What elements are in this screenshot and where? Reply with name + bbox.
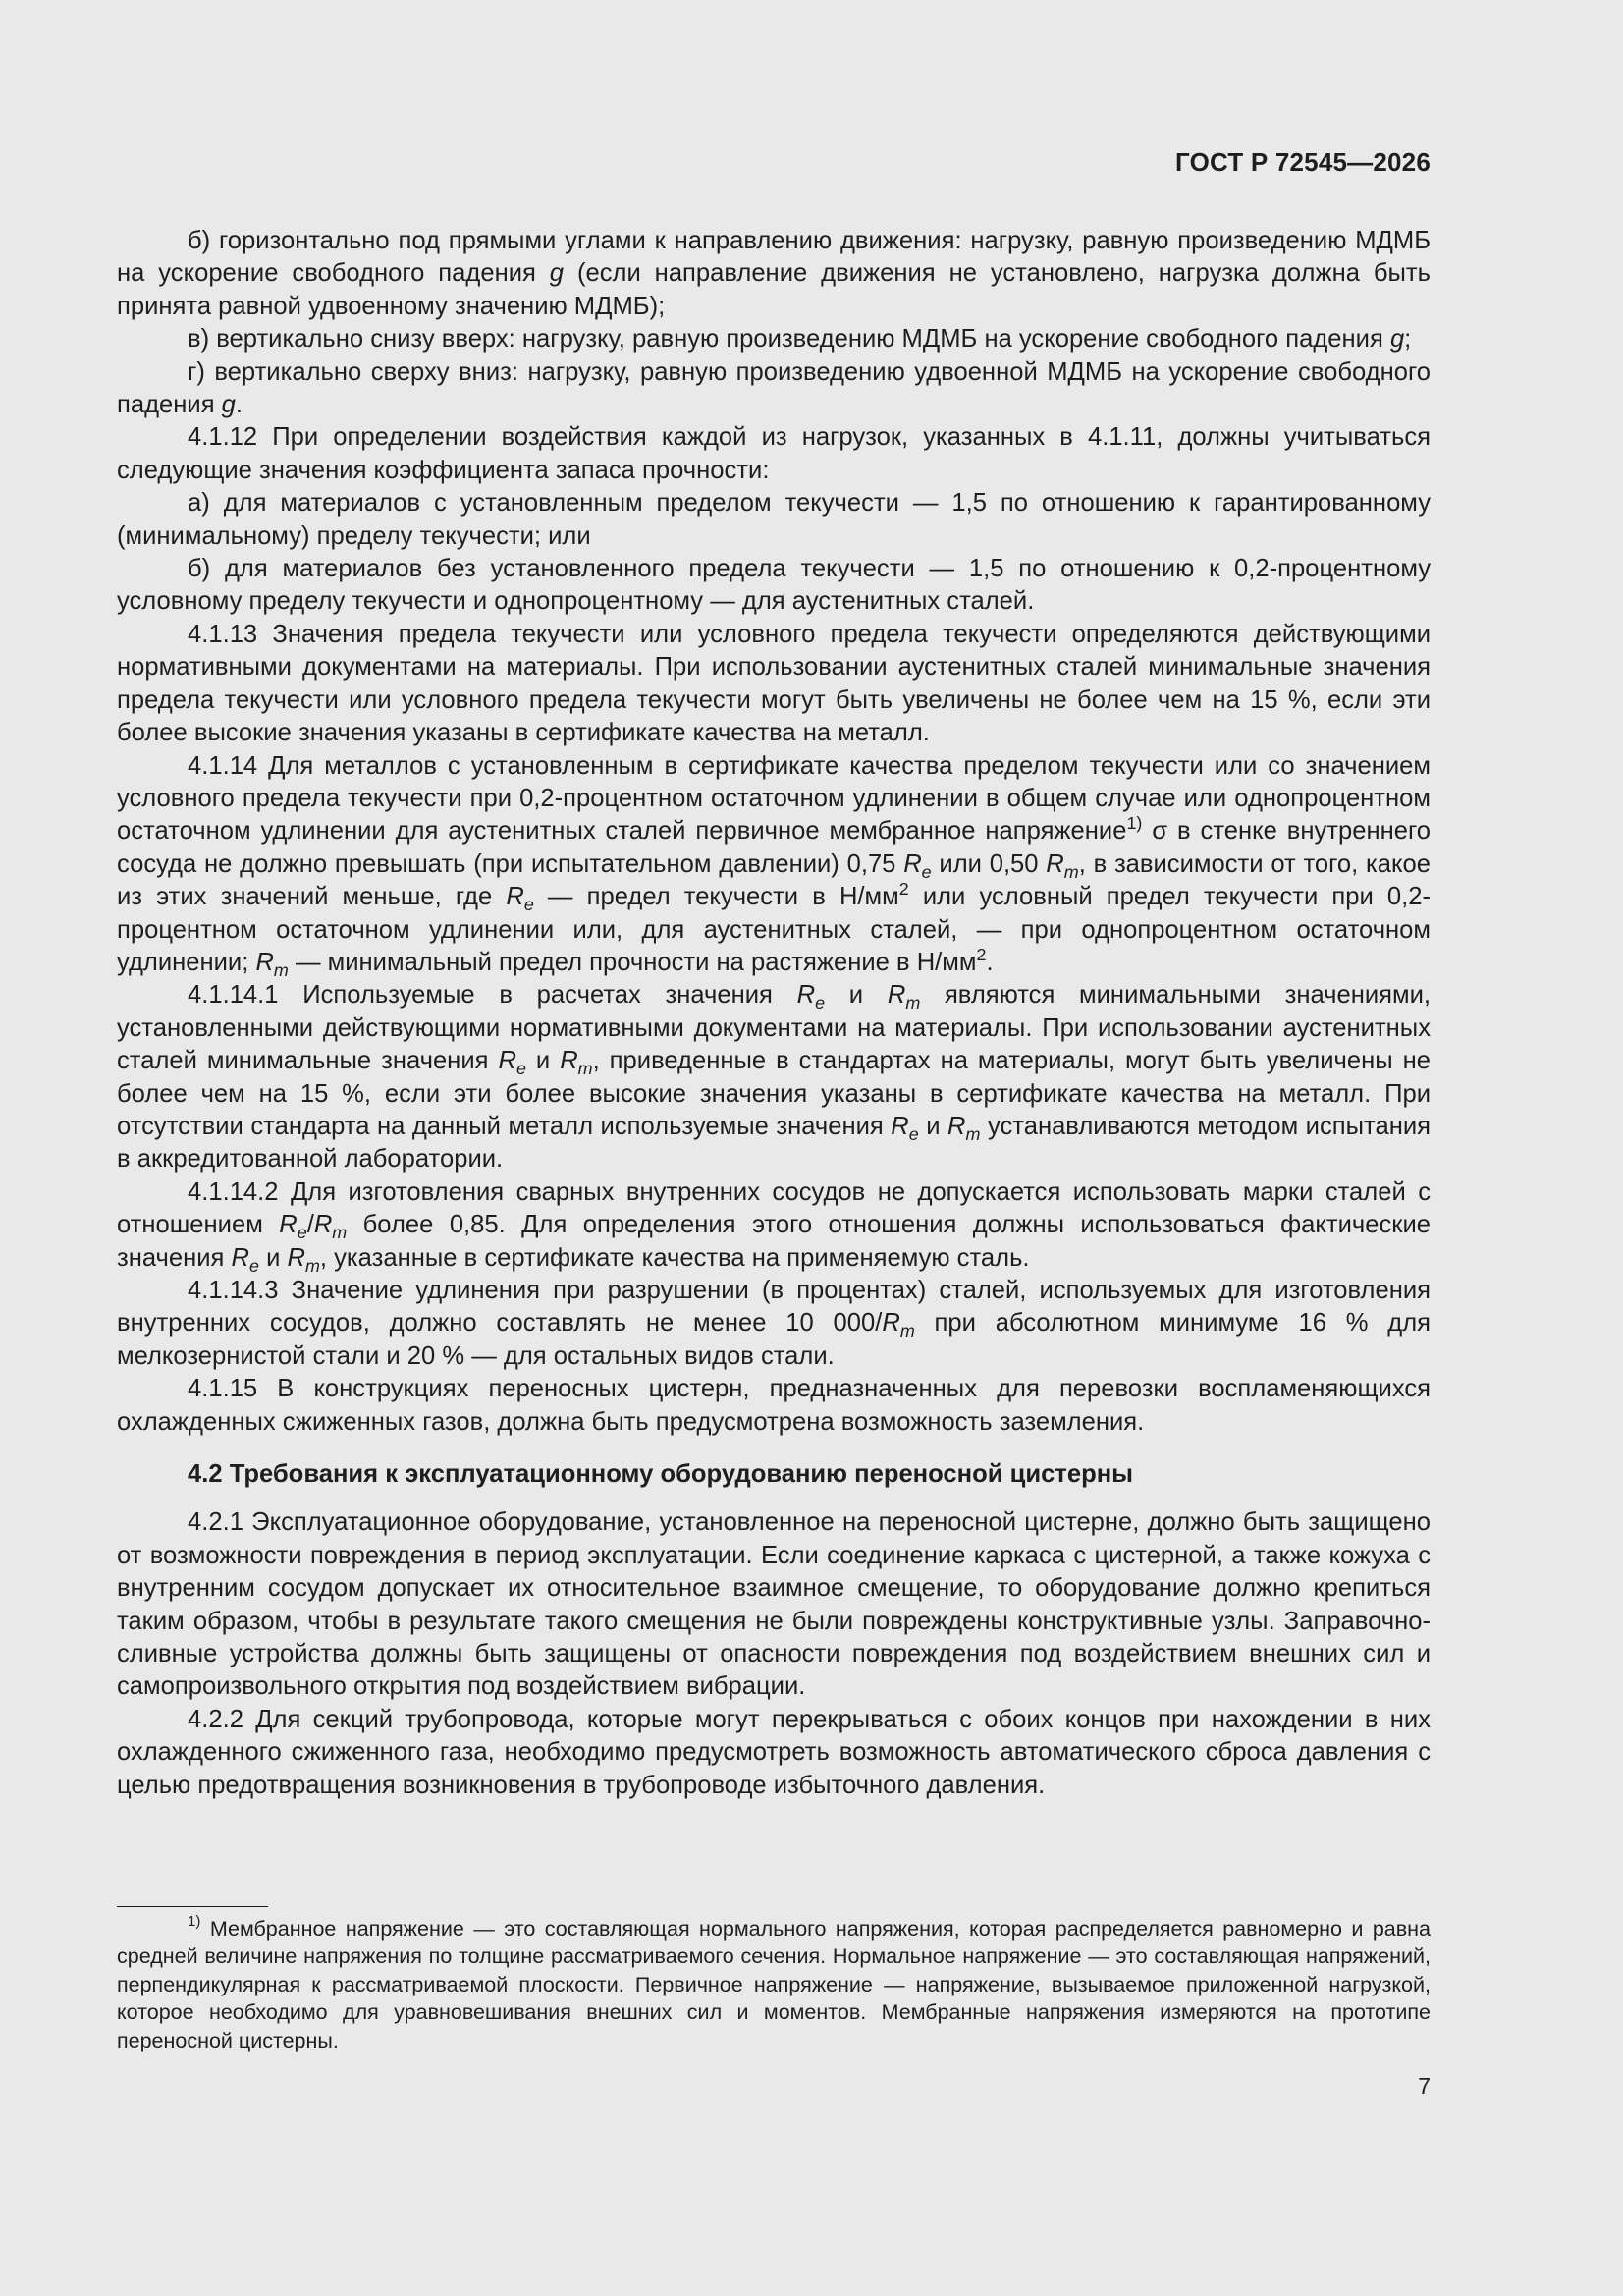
document-designation: ГОСТ Р 72545—2026: [1175, 147, 1431, 177]
clause-4-1-15: 4.1.15 В конструкциях переносных цистерн, предназначенных для перевозки воспламеняющихся охлажденных сжиженных газов, должна быть предусмотрена возможность заземления.: [117, 1375, 1431, 1436]
clause-4-1-12: 4.1.12 При определении воздействия каждой из нагрузок, указанных в 4.1.11, должны учитываться следующие значения коэффициента запаса прочности:: [117, 423, 1431, 484]
clause-4-1-14-2: 4.1.14.2 Для изготовления сварных внутренних сосудов не допускается использовать марки сталей с отношением $R_e/R_m$ более 0,85. Для определения этого отношения должны использоваться фактические значения $R_e$ и $R_m$, указанные в сертификате качества на применяемую сталь.: [117, 1177, 1432, 1276]
paragraph-b-horizontal-load: б) горизонтально под прямыми углами к направлению движения: нагрузку, равную произведению МДМБ на ускорение свободного падения g (если направление движения не установлено, нагрузка должна быть принята равной удвоенному значению МДМБ);: [117, 227, 1431, 320]
clause-4-2-2: 4.2.2 Для секций трубопровода, которые могут перекрываться с обоих концов при нахождении в них охлажденного сжиженного газа, необходимо предусмотреть возможность автоматического сброса давления с целью предотвращения возникновения в трубопроводе избыточного давления.: [117, 1705, 1431, 1799]
clause-4-1-14-3: 4.1.14.3 Значение удлинения при разрушении (в процентах) сталей, используемых для изготовления внутренних сосудов, должно составлять не менее 10 $000/R_m$ при абсолютном минимуме 16 % для мелкозернистой стали и 20 % — для остальных видов стали.: [117, 1277, 1431, 1370]
footnote-divider: [117, 1906, 268, 1907]
page-body: [117, 225, 1431, 1802]
clause-4-1-14-1: 4.1.14.1 Используемые в расчетах значения $R_e$ и $R_m$ являются минимальными значениями, установленными действующими нормативными документами на материалы. При использовании аустенитных сталей минимальные значения $R_e$ и $R_m$, приведенные в стандартах на материалы, могут быть увеличены не более чем на 15 %, если эти более высокие значения указаны в сертификате качества на металл. При отсутствии стандарта на данный металл используемые значения $R_e$ и $R_m$ устанавливаются методом испытания в аккредитованной лаборатории.: [117, 981, 1431, 1174]
page-number: 7: [1418, 2073, 1431, 2099]
clause-4-1-12-b: б) для материалов без установленного предела текучести — 1,5 по отношению к 0,2-процентному условному пределу текучести и однопроцентному — для аустенитных сталей.: [117, 555, 1431, 616]
clause-4-2-1: 4.2.1 Эксплуатационное оборудование, установленное на переносной цистерне, должно быть защищено от возможности повреждения в период эксплуатации. Если соединение каркаса с цистерной, а также кожуха с внутренним сосудом допускает их относительное взаимное смещение, то оборудование должно крепиться таким образом, чтобы в результате такого смещения не были повреждены конструктивные узлы. Заправочно-сливные устройства должны быть защищены от опасности повреждения под воздействием внешних сил и самопроизвольного открытия под воздействием вибрации.: [117, 1508, 1431, 1701]
footnote-1: $^{1)}$ Мембранное напряжение — это составляющая нормального напряжения, которая распределяется равномерно и равна средней величине напряжения по толщине рассматриваемого сечения. Нормальное напряжение — это составляющая напряжений, перпендикулярная к рассматриваемой плоскости. Первичное напряжение — напряжение, вызываемое приложенной нагрузкой, которое необходимо для уравновешивания внешних сил и моментов. Мембранные напряжения измеряются на прототипе переносной цистерны.: [117, 1913, 1431, 2052]
clause-4-1-14: 4.1.14 Для металлов с установленным в сертификате качества пределом текучести или со значением условного предела текучести при 0,2-процентном остаточном удлинении в общем случае или однопроцентном остаточном удлинении для аустенитных сталей первичное мембранное напряжение$^{1)}$ σ в стенке внутреннего сосуда не должно превышать (при испытательном давлении) 0,75 $R_e$ или 0,50 $R_m$, в зависимости от того, какое из этих значений меньше, где $R_e$ — предел текучести в $Н/мм^2$ или условный предел текучести при 0,2-процентном остаточном удлинении или, для аустенитных сталей, — при однопроцентном остаточном удлинении; $R_m$ — минимальный предел прочности на растяжение в $Н/мм^2$.: [117, 751, 1431, 980]
section-heading-4-2: 4.2 Требования к эксплуатационному оборудованию переносной цистерны: [188, 1460, 1134, 1489]
paragraph-v-vertical-up-load: в) вертикально снизу вверх: нагрузку, равную произведению МДМБ на ускорение свободного падения g;: [188, 325, 1412, 354]
paragraph-g-vertical-down-load: г) вертикально сверху вниз: нагрузку, равную произведению удвоенной МДМБ на ускорение свободного падения g.: [117, 357, 1431, 419]
clause-4-1-13: 4.1.13 Значения предела текучести или условного предела текучести определяются действующими нормативными документами на материалы. При использовании аустенитных сталей минимальные значения предела текучести или условного предела текучести могут быть увеличены не более чем на 15 %, если эти более высокие значения указаны в сертификате качества на металл.: [117, 620, 1431, 747]
clause-4-1-12-a: а) для материалов с установленным пределом текучести — 1,5 по отношению к гарантированному (минимальному) пределу текучести; или: [117, 489, 1431, 550]
